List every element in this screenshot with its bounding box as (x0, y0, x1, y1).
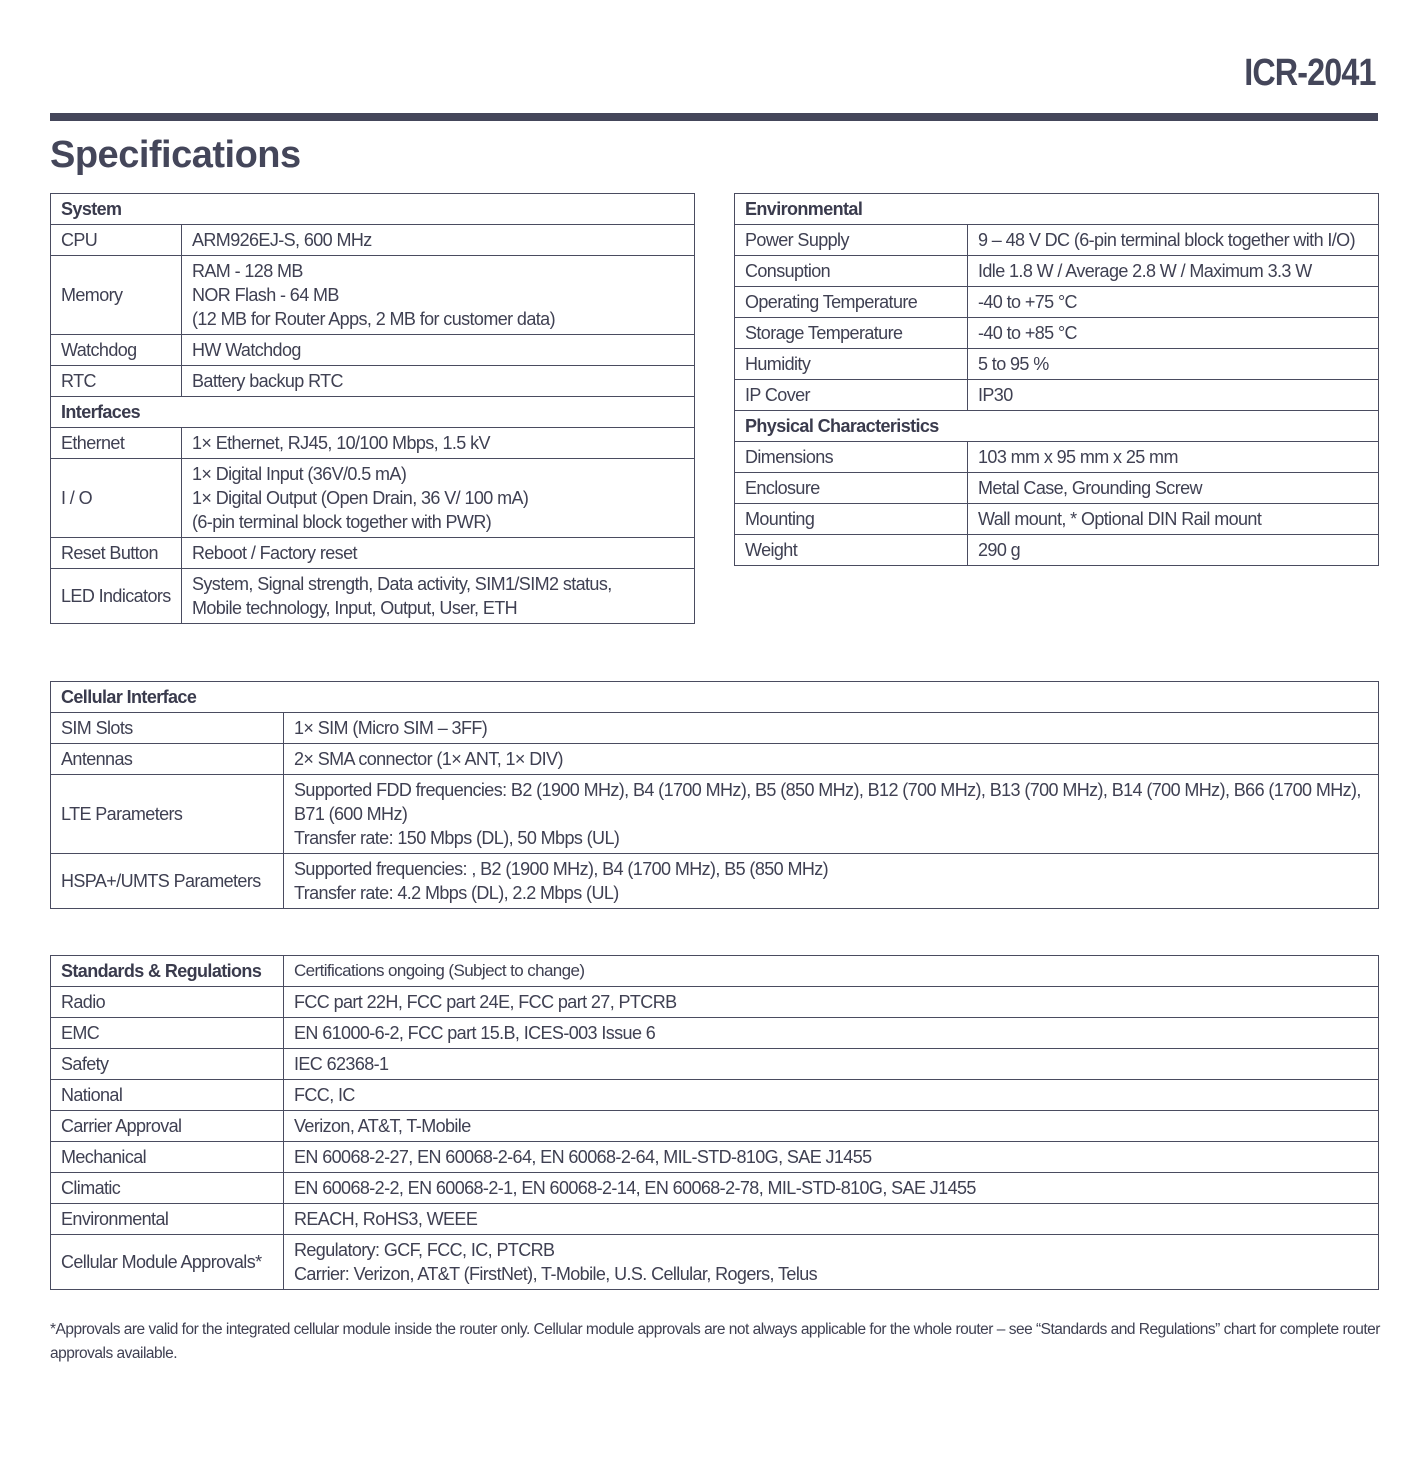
spec-row (51, 987, 1379, 1018)
spec-value-line: NOR Flash - 64 MB (192, 285, 339, 305)
spec-value-line: IP30 (978, 385, 1013, 405)
spec-label: Mechanical (51, 1142, 284, 1173)
spec-label: CPU (51, 225, 182, 256)
spec-label: Memory (51, 256, 182, 335)
spec-row (735, 256, 1379, 287)
spec-row (735, 473, 1379, 504)
spec-label: Antennas (51, 744, 284, 775)
spec-value-line: FCC part 22H, FCC part 24E, FCC part 27, PTCRB (294, 992, 677, 1012)
spec-label: RTC (51, 366, 182, 397)
spec-value (182, 225, 695, 256)
spec-row (51, 1142, 1379, 1173)
spec-value (182, 538, 695, 569)
spec-row (51, 854, 1379, 909)
spec-label: Reset Button (51, 538, 182, 569)
spec-value (968, 349, 1379, 380)
standards-table (50, 955, 1379, 1290)
spec-label: Storage Temperature (735, 318, 968, 349)
spec-value-line: (6-pin terminal block together with PWR) (192, 512, 492, 532)
spec-value-line: Battery backup RTC (192, 371, 343, 391)
spec-row (51, 1018, 1379, 1049)
section-heading-note: Certifications ongoing (Subject to change) (284, 956, 1379, 987)
section-heading: System (51, 194, 695, 225)
section-header-row (51, 956, 1379, 987)
spec-row (51, 459, 695, 538)
spec-row (51, 1049, 1379, 1080)
spec-value (968, 442, 1379, 473)
cellular-table (50, 681, 1379, 909)
spec-value-line: EN 60068-2-2, EN 60068-2-1, EN 60068-2-14, EN 60068-2-78, MIL-STD-810G, SAE J1455 (294, 1178, 976, 1198)
environmental-table (734, 193, 1379, 566)
spec-value (284, 1018, 1379, 1049)
spec-value-line: -40 to +85 °C (978, 323, 1077, 343)
spec-label: EMC (51, 1018, 284, 1049)
spec-value (968, 380, 1379, 411)
spec-label: SIM Slots (51, 713, 284, 744)
section-heading: Cellular Interface (51, 682, 1379, 713)
spec-row (735, 442, 1379, 473)
spec-label: Cellular Module Approvals* (51, 1235, 284, 1290)
spec-value (182, 335, 695, 366)
spec-value (182, 569, 695, 624)
spec-value-line: Reboot / Factory reset (192, 543, 357, 563)
spec-value (968, 225, 1379, 256)
spec-label: Mounting (735, 504, 968, 535)
spec-value (968, 287, 1379, 318)
spec-value-line: Metal Case, Grounding Screw (978, 478, 1202, 498)
spec-label: Operating Temperature (735, 287, 968, 318)
spec-label: LTE Parameters (51, 775, 284, 854)
spec-label: Enclosure (735, 473, 968, 504)
spec-value-line: 1× SIM (Micro SIM – 3FF) (294, 718, 488, 738)
section-heading: Standards & Regulations (51, 956, 284, 987)
spec-value-line: RAM - 128 MB (192, 261, 303, 281)
spec-value-line: Mobile technology, Input, Output, User, ETH (192, 598, 518, 618)
spec-value (284, 1235, 1379, 1290)
spec-value-line: 1× Digital Output (Open Drain, 36 V/ 100 mA) (192, 488, 529, 508)
spec-value (284, 1204, 1379, 1235)
spec-value-line: ARM926EJ-S, 600 MHz (192, 230, 372, 250)
spec-label: HSPA+/UMTS Parameters (51, 854, 284, 909)
spec-value (284, 775, 1379, 854)
spec-value-line: -40 to +75 °C (978, 292, 1077, 312)
section-header-row (735, 194, 1379, 225)
section-header-row (735, 411, 1379, 442)
spec-value-line: FCC, IC (294, 1085, 355, 1105)
spec-value-line: EN 61000-6-2, FCC part 15.B, ICES-003 Issue 6 (294, 1023, 656, 1043)
spec-value-line: 290 g (978, 540, 1021, 560)
section-heading: Environmental (735, 194, 1379, 225)
spec-row (51, 569, 695, 624)
spec-row (735, 287, 1379, 318)
spec-value (284, 1142, 1379, 1173)
spec-value-line: (12 MB for Router Apps, 2 MB for customer data) (192, 309, 555, 329)
spec-row (51, 744, 1379, 775)
spec-label: Dimensions (735, 442, 968, 473)
spec-value-line: 5 to 95 % (978, 354, 1049, 374)
spec-label: National (51, 1080, 284, 1111)
spec-label: IP Cover (735, 380, 968, 411)
spec-value (182, 366, 695, 397)
spec-value (968, 535, 1379, 566)
spec-row (51, 1080, 1379, 1111)
section-heading: Interfaces (51, 397, 695, 428)
spec-row (51, 225, 695, 256)
spec-value-line: HW Watchdog (192, 340, 301, 360)
spec-value-line: System, Signal strength, Data activity, SIM1/SIM2 status, (192, 574, 612, 594)
spec-value-line: Verizon, AT&T, T-Mobile (294, 1116, 471, 1136)
spec-value-line: 1× Ethernet, RJ45, 10/100 Mbps, 1.5 kV (192, 433, 490, 453)
spec-row (51, 713, 1379, 744)
spec-row (735, 318, 1379, 349)
spec-value (968, 318, 1379, 349)
spec-value-line: REACH, RoHS3, WEEE (294, 1209, 478, 1229)
spec-value (284, 1173, 1379, 1204)
spec-row (51, 1235, 1379, 1290)
header-divider (50, 113, 1378, 121)
spec-value-line: Idle 1.8 W / Average 2.8 W / Maximum 3.3 W (978, 261, 1312, 281)
spec-row (51, 775, 1379, 854)
spec-value (284, 987, 1379, 1018)
spec-value (284, 1080, 1379, 1111)
spec-row (51, 1111, 1379, 1142)
spec-label: Humidity (735, 349, 968, 380)
spec-value (968, 256, 1379, 287)
spec-label: Watchdog (51, 335, 182, 366)
spec-value-line: IEC 62368-1 (294, 1054, 389, 1074)
spec-value (182, 428, 695, 459)
spec-value (182, 256, 695, 335)
spec-row (51, 256, 695, 335)
spec-label: Climatic (51, 1173, 284, 1204)
spec-value-line: EN 60068-2-27, EN 60068-2-64, EN 60068-2-64, MIL-STD-810G, SAE J1455 (294, 1147, 872, 1167)
spec-label: Radio (51, 987, 284, 1018)
system-table (50, 193, 695, 624)
spec-value (284, 1111, 1379, 1142)
section-header-row (51, 194, 695, 225)
spec-label: I / O (51, 459, 182, 538)
spec-row (735, 225, 1379, 256)
spec-value-line: Transfer rate: 4.2 Mbps (DL), 2.2 Mbps (UL) (294, 883, 619, 903)
page-title: Specifications (50, 134, 301, 176)
spec-value-line: Transfer rate: 150 Mbps (DL), 50 Mbps (UL) (294, 828, 620, 848)
spec-value (968, 504, 1379, 535)
product-name: ICR-2041 (1244, 52, 1376, 94)
spec-label: Safety (51, 1049, 284, 1080)
spec-label: LED Indicators (51, 569, 182, 624)
spec-row (51, 1204, 1379, 1235)
spec-label: Power Supply (735, 225, 968, 256)
spec-row (735, 535, 1379, 566)
spec-row (735, 380, 1379, 411)
spec-row (51, 428, 695, 459)
spec-value (284, 854, 1379, 909)
spec-value-line: Supported FDD frequencies: B2 (1900 MHz), B4 (1700 MHz), B5 (850 MHz), B12 (700 MHz), B13 (700 MHz), B14 (700 MHz), B66 (1700 MHz), B71 (600 MHz) (294, 780, 1361, 824)
spec-label: Weight (735, 535, 968, 566)
spec-value (284, 1049, 1379, 1080)
spec-row (51, 1173, 1379, 1204)
spec-value-line: 9 – 48 V DC (6-pin terminal block together with I/O) (978, 230, 1355, 250)
spec-label: Ethernet (51, 428, 182, 459)
section-heading: Physical Characteristics (735, 411, 1379, 442)
spec-row (51, 366, 695, 397)
spec-value (968, 473, 1379, 504)
spec-value-line: Regulatory: GCF, FCC, IC, PTCRB (294, 1240, 555, 1260)
spec-label: Carrier Approval (51, 1111, 284, 1142)
section-header-row (51, 397, 695, 428)
spec-row (51, 335, 695, 366)
spec-value (284, 744, 1379, 775)
spec-label: Consuption (735, 256, 968, 287)
spec-value-line: Carrier: Verizon, AT&T (FirstNet), T-Mobile, U.S. Cellular, Rogers, Telus (294, 1264, 818, 1284)
spec-value-line: Supported frequencies: , B2 (1900 MHz), B4 (1700 MHz), B5 (850 MHz) (294, 859, 829, 879)
spec-row (735, 504, 1379, 535)
spec-value-line: Wall mount, * Optional DIN Rail mount (978, 509, 1262, 529)
spec-value (284, 713, 1379, 744)
spec-value-line: 1× Digital Input (36V/0.5 mA) (192, 464, 407, 484)
spec-value (182, 459, 695, 538)
section-header-row (51, 682, 1379, 713)
spec-value-line: 2× SMA connector (1× ANT, 1× DIV) (294, 749, 563, 769)
spec-row (735, 349, 1379, 380)
spec-row (51, 538, 695, 569)
spec-label: Environmental (51, 1204, 284, 1235)
spec-value-line: 103 mm x 95 mm x 25 mm (978, 447, 1178, 467)
footnote: *Approvals are valid for the integrated cellular module inside the router only. Cellular module approvals are not always applicable for the whole router – see “Standards and Regulations” chart for complete router approvals available. (50, 1321, 1380, 1362)
